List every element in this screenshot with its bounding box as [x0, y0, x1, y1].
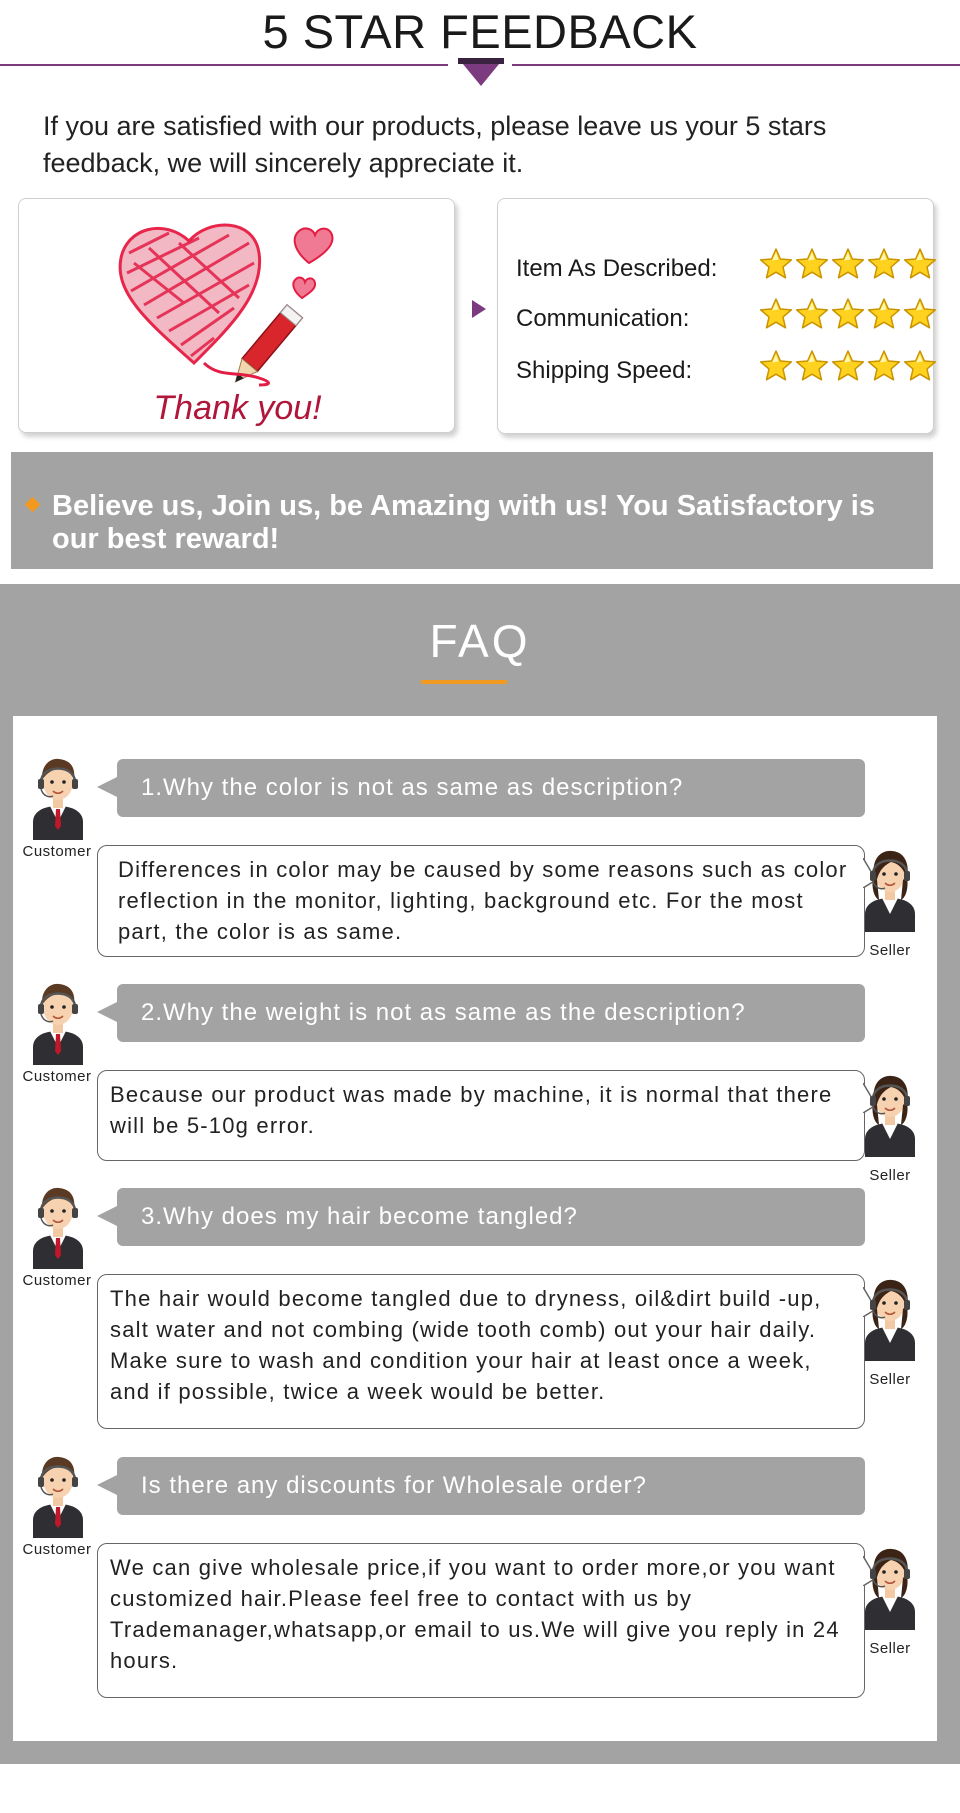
- intro-text: If you are satisfied with our products, please leave us your 5 stars feedback, we will sincerely appreciate it.: [43, 111, 827, 178]
- star-rating: [759, 247, 939, 283]
- heart-pencil-icon: [109, 213, 369, 393]
- seller-avatar-icon: [861, 1069, 919, 1157]
- seller-avatar-icon: [861, 1542, 919, 1630]
- faq-answer-text: Differences in color may be caused by some reasons such as color reflection in the monitor, lighting, background etc. For the most part, the color is as same.: [118, 857, 848, 944]
- rating-label: Communication:: [516, 305, 690, 332]
- faq-title-underline: [421, 680, 507, 684]
- star-icon: [759, 297, 793, 331]
- faq-answer: [97, 1070, 865, 1161]
- faq-title: FAQ: [429, 615, 531, 667]
- seller-avatar-icon: [861, 844, 919, 932]
- customer-avatar-icon: [29, 977, 87, 1065]
- faq-answer-text: We can give wholesale price,if you want to order more,or you want customized hair.Please feel free to contact with us by Trademanager,whatsapp,or email to us.We will give you reply in 24 hours.: [110, 1555, 840, 1673]
- star-icon: [795, 247, 829, 281]
- thank-you-card: [18, 198, 455, 433]
- customer-label: Customer: [22, 843, 92, 860]
- seller-label: Seller: [869, 1371, 911, 1388]
- seller-label: Seller: [869, 1640, 911, 1657]
- faq-panel: [13, 716, 937, 1741]
- faq-question: [117, 1457, 865, 1515]
- faq-section: [0, 584, 960, 1764]
- star-rating: [759, 297, 939, 333]
- slogan-text: Believe us, Join us, be Amazing with us! You Satisfactory is our best reward!: [52, 490, 875, 555]
- page-title: 5 STAR FEEDBACK: [262, 5, 698, 58]
- star-icon: [759, 247, 793, 281]
- faq-question-text: 3.Why does my hair become tangled?: [141, 1203, 578, 1230]
- star-icon: [831, 247, 865, 281]
- star-rating: [759, 349, 939, 385]
- star-icon: [903, 349, 937, 383]
- rating-card: [497, 198, 934, 434]
- star-icon: [795, 297, 829, 331]
- faq-question-text: 2.Why the weight is not as same as the description?: [141, 999, 746, 1026]
- faq-question: [117, 759, 865, 817]
- faq-question: [117, 984, 865, 1042]
- thank-you-text: Thank you!: [153, 389, 322, 427]
- star-icon: [867, 297, 901, 331]
- pointer-triangle-icon: [472, 300, 486, 318]
- rating-label: Shipping Speed:: [516, 357, 693, 384]
- seller-label: Seller: [869, 1167, 911, 1184]
- faq-question-text: Is there any discounts for Wholesale order?: [141, 1472, 647, 1499]
- slogan-banner: [11, 452, 933, 569]
- title-triangle-cap: [458, 58, 504, 64]
- customer-avatar-icon: [29, 1450, 87, 1538]
- seller-avatar-icon: [861, 1273, 919, 1361]
- customer-label: Customer: [22, 1272, 92, 1289]
- title-divider-left: [0, 64, 448, 66]
- faq-question: [117, 1188, 865, 1246]
- star-icon: [903, 247, 937, 281]
- faq-answer: [97, 845, 865, 957]
- faq-answer: [97, 1274, 865, 1429]
- diamond-bullet-icon: [25, 497, 41, 513]
- faq-answer-text: Because our product was made by machine, it is normal that there will be 5-10g error.: [110, 1082, 833, 1138]
- star-icon: [831, 297, 865, 331]
- customer-label: Customer: [22, 1068, 92, 1085]
- faq-question-text: 1.Why the color is not as same as description?: [141, 774, 684, 801]
- star-icon: [759, 349, 793, 383]
- rating-label: Item As Described:: [516, 255, 718, 282]
- star-icon: [795, 349, 829, 383]
- faq-answer-text: The hair would become tangled due to dryness, oil&dirt build -up, salt water and not combing (wide tooth comb) out your hair daily. Make sure to wash and condition your hair at least once a week, and if possible, twice a week would be better.: [110, 1286, 822, 1404]
- faq-answer: [97, 1543, 865, 1698]
- customer-label: Customer: [22, 1541, 92, 1558]
- star-icon: [903, 297, 937, 331]
- customer-avatar-icon: [29, 1181, 87, 1269]
- title-divider-right: [512, 64, 960, 66]
- star-icon: [867, 349, 901, 383]
- seller-label: Seller: [869, 942, 911, 959]
- star-icon: [831, 349, 865, 383]
- star-icon: [867, 247, 901, 281]
- customer-avatar-icon: [29, 752, 87, 840]
